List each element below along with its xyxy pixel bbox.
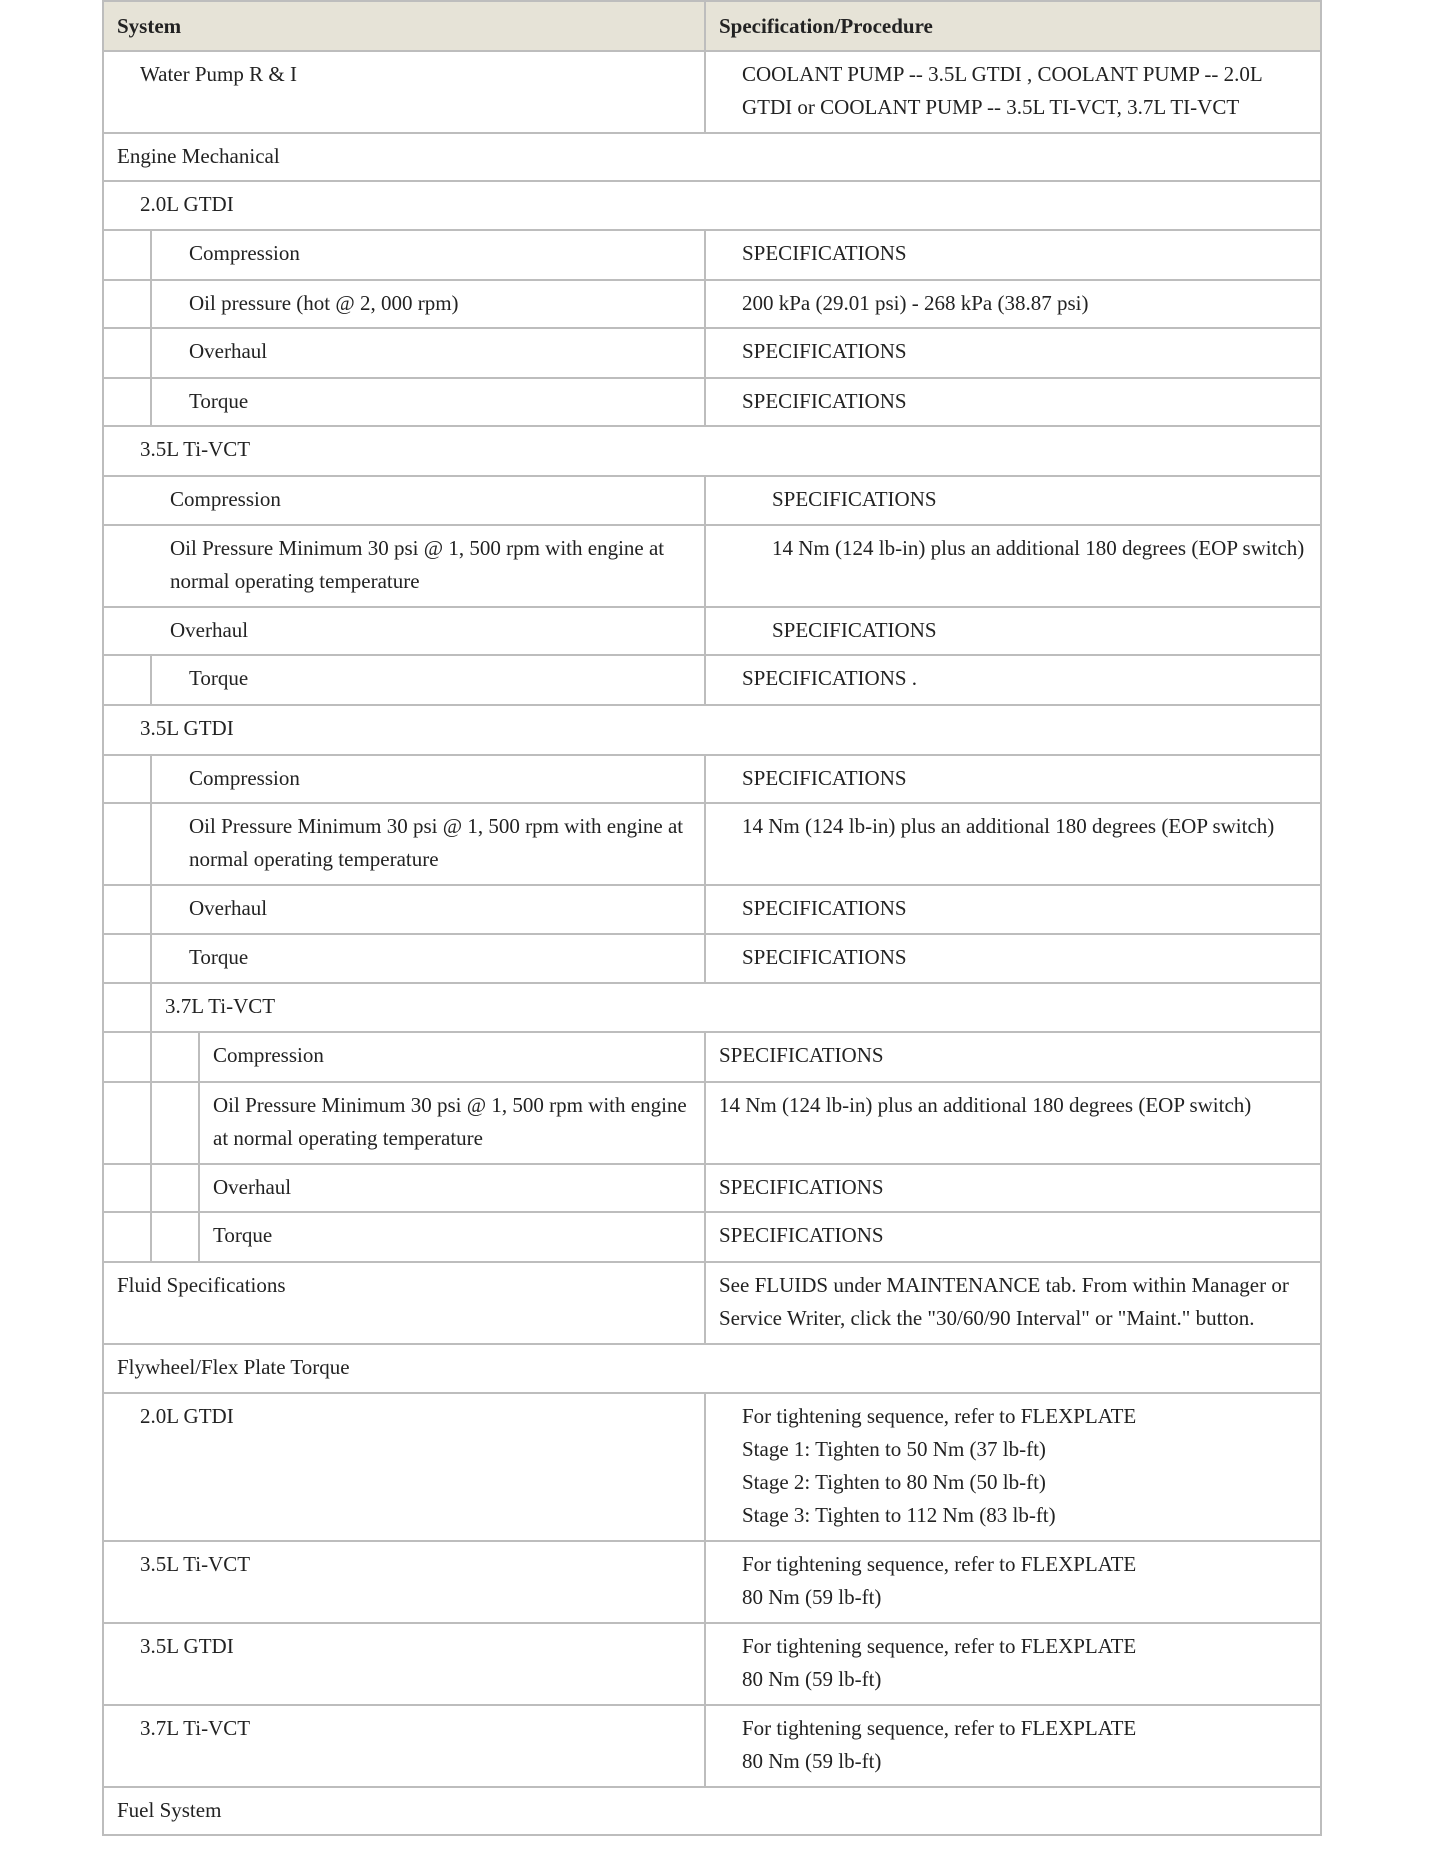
table-row bbox=[103, 525, 1321, 607]
subsection-row bbox=[103, 705, 1321, 755]
row-system: Fluid Specifications bbox=[117, 1273, 286, 1297]
spec-line: Stage 2: Tighten to 80 Nm (50 lb-ft) bbox=[742, 1470, 1046, 1494]
subsection-row bbox=[103, 983, 1321, 1032]
row-system: Torque bbox=[213, 1223, 273, 1247]
row-system: Overhaul bbox=[170, 618, 249, 642]
row-system: Water Pump R & I bbox=[140, 62, 297, 86]
row-spec: SPECIFICATIONS bbox=[719, 1043, 884, 1067]
subsection-row bbox=[103, 426, 1321, 476]
subsection-2-0l-gtdi: 2.0L GTDI bbox=[140, 192, 234, 216]
table-row bbox=[103, 607, 1321, 655]
subsection-3-5l-gtdi: 3.5L GTDI bbox=[140, 716, 234, 740]
table-header-row bbox=[103, 1, 1321, 51]
row-system: Compression bbox=[170, 487, 281, 511]
row-system: 3.5L GTDI bbox=[140, 1634, 234, 1658]
table-row bbox=[103, 885, 1321, 934]
table-row bbox=[103, 1393, 1321, 1541]
row-spec: SPECIFICATIONS bbox=[742, 339, 907, 363]
row-system: Oil Pressure Minimum 30 psi @ 1, 500 rpm with engine at normal operating temperature bbox=[170, 536, 665, 593]
spec-line: For tightening sequence, refer to FLEXPLATE bbox=[742, 1552, 1137, 1576]
spec-line: For tightening sequence, refer to FLEXPLATE bbox=[742, 1716, 1137, 1740]
row-system: 3.5L Ti-VCT bbox=[140, 1552, 251, 1576]
table-row bbox=[103, 934, 1321, 983]
table-row bbox=[103, 755, 1321, 803]
table-row bbox=[103, 476, 1321, 525]
spec-line: Stage 1: Tighten to 50 Nm (37 lb-ft) bbox=[742, 1437, 1046, 1461]
table-row bbox=[103, 328, 1321, 378]
table-row bbox=[103, 803, 1321, 885]
table-row bbox=[103, 1212, 1321, 1262]
spec-line: For tightening sequence, refer to FLEXPLATE bbox=[742, 1404, 1137, 1428]
row-system: Oil Pressure Minimum 30 psi @ 1, 500 rpm with engine at normal operating temperature bbox=[189, 814, 684, 871]
row-system: Overhaul bbox=[189, 339, 268, 363]
row-system: Torque bbox=[189, 945, 249, 969]
row-spec bbox=[706, 1624, 1320, 1702]
row-spec: SPECIFICATIONS bbox=[719, 1223, 884, 1247]
row-spec: SPECIFICATIONS bbox=[742, 945, 907, 969]
row-spec: 14 Nm (124 lb-in) plus an additional 180 degrees (EOP switch) bbox=[719, 1093, 1252, 1117]
section-row bbox=[103, 1344, 1321, 1393]
row-system: Overhaul bbox=[213, 1175, 292, 1199]
subsection-row bbox=[103, 181, 1321, 230]
row-system: Torque bbox=[189, 389, 249, 413]
row-system: Torque bbox=[189, 666, 249, 690]
row-spec: SPECIFICATIONS bbox=[742, 241, 907, 265]
row-system: Oil Pressure Minimum 30 psi @ 1, 500 rpm with engine at normal operating temperature bbox=[213, 1093, 687, 1150]
row-system: 2.0L GTDI bbox=[140, 1404, 234, 1428]
row-system: Compression bbox=[189, 241, 300, 265]
section-engine-mechanical: Engine Mechanical bbox=[117, 144, 280, 168]
row-spec bbox=[706, 1394, 1320, 1538]
table-row bbox=[103, 51, 1321, 133]
table-row bbox=[103, 280, 1321, 328]
table-row bbox=[103, 1082, 1321, 1164]
row-system: Compression bbox=[189, 766, 300, 790]
row-spec: SPECIFICATIONS bbox=[772, 487, 937, 511]
table-row bbox=[103, 1623, 1321, 1705]
table-row bbox=[103, 230, 1321, 280]
row-spec: 14 Nm (124 lb-in) plus an additional 180 degrees (EOP switch) bbox=[772, 536, 1305, 560]
spec-line: Stage 3: Tighten to 112 Nm (83 lb-ft) bbox=[742, 1503, 1056, 1527]
row-spec: SPECIFICATIONS bbox=[742, 896, 907, 920]
row-system: 3.7L Ti-VCT bbox=[140, 1716, 251, 1740]
specifications-table bbox=[102, 0, 1322, 1836]
spec-line: 80 Nm (59 lb-ft) bbox=[742, 1749, 882, 1773]
table-row bbox=[103, 655, 1321, 705]
table-row bbox=[103, 1032, 1321, 1082]
table-row bbox=[103, 1541, 1321, 1623]
row-spec: SPECIFICATIONS . bbox=[742, 666, 918, 690]
header-system: System bbox=[103, 1, 705, 51]
table-row bbox=[103, 1705, 1321, 1787]
row-system: Compression bbox=[213, 1043, 324, 1067]
table-row bbox=[103, 378, 1321, 426]
row-spec: 200 kPa (29.01 psi) - 268 kPa (38.87 psi) bbox=[742, 291, 1089, 315]
row-spec: SPECIFICATIONS bbox=[719, 1175, 884, 1199]
header-spec: Specification/Procedure bbox=[705, 1, 1321, 51]
subsection-3-5l-ti-vct: 3.5L Ti-VCT bbox=[140, 437, 251, 461]
row-spec: SPECIFICATIONS bbox=[742, 389, 907, 413]
row-spec bbox=[706, 1706, 1320, 1784]
section-fuel-system: Fuel System bbox=[117, 1798, 222, 1822]
spec-line: For tightening sequence, refer to FLEXPLATE bbox=[742, 1634, 1137, 1658]
section-row bbox=[103, 133, 1321, 181]
row-spec: COOLANT PUMP -- 3.5L GTDI , COOLANT PUMP -- 2.0L GTDI or COOLANT PUMP -- 3.5L TI-VCT, 3.7L TI-VCT bbox=[742, 62, 1262, 119]
section-row bbox=[103, 1787, 1321, 1835]
row-spec: 14 Nm (124 lb-in) plus an additional 180 degrees (EOP switch) bbox=[742, 814, 1275, 838]
subsection-3-7l-ti-vct: 3.7L Ti-VCT bbox=[165, 994, 276, 1018]
row-spec: SPECIFICATIONS bbox=[772, 618, 937, 642]
row-system: Overhaul bbox=[189, 896, 268, 920]
table-row bbox=[103, 1164, 1321, 1212]
row-spec bbox=[706, 1542, 1320, 1620]
spec-line: 80 Nm (59 lb-ft) bbox=[742, 1667, 882, 1691]
row-system: Oil pressure (hot @ 2, 000 rpm) bbox=[189, 291, 459, 315]
table-row bbox=[103, 1262, 1321, 1344]
row-spec: SPECIFICATIONS bbox=[742, 766, 907, 790]
row-spec: See FLUIDS under MAINTENANCE tab. From within Manager or Service Writer, click the "30/60/90 Interval" or "Maint." button. bbox=[719, 1273, 1289, 1330]
section-flywheel: Flywheel/Flex Plate Torque bbox=[117, 1355, 350, 1379]
spec-line: 80 Nm (59 lb-ft) bbox=[742, 1585, 882, 1609]
